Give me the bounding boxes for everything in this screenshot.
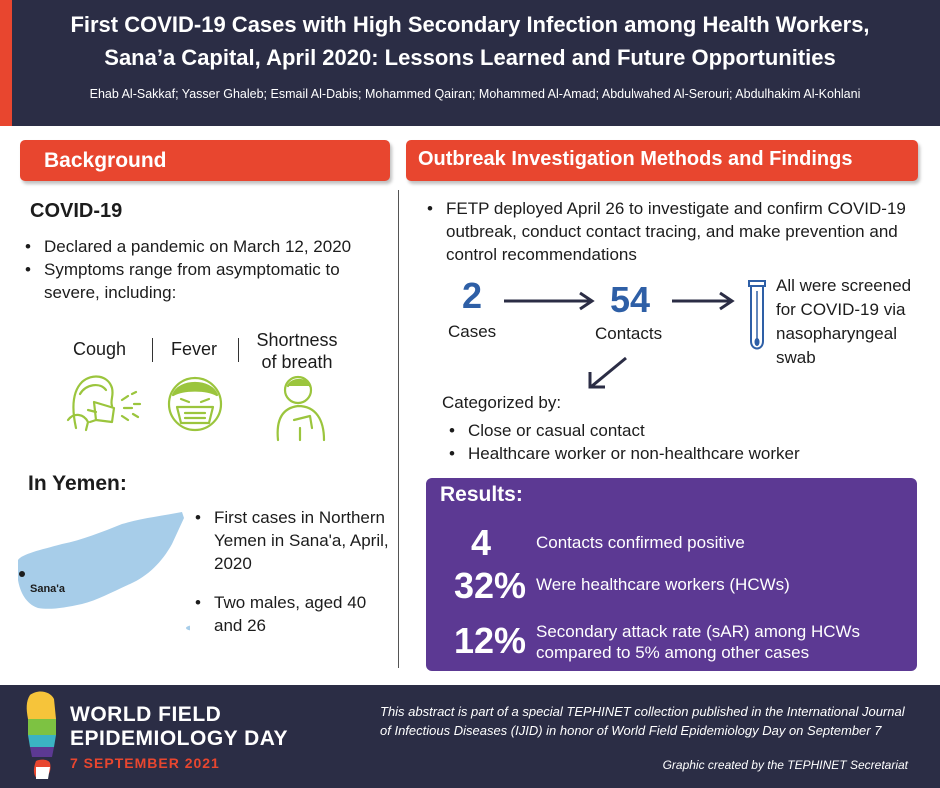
yemen-map	[12, 510, 190, 634]
arrow-right-icon	[502, 291, 596, 311]
symptom-cough-label: Cough	[73, 339, 127, 359]
covid-heading: COVID-19	[30, 200, 123, 222]
authors-line: Ehab Al-Sakkaf; Yasser Ghaleb; Esmail Al-Dabis; Mohammed Qairan; Mohammed Al-Amad; Abdulwahed Al-Serouri; Abdulhakim Al-Kohlani	[89, 87, 861, 101]
result-value-sar: 12%	[453, 620, 527, 661]
background-heading: Background	[20, 140, 390, 181]
title-line-2: Sana’a Capital, April 2020: Lessons Learned and Future Opportunities	[104, 45, 836, 70]
wfed-date: 7 SEPTEMBER 2021	[70, 755, 220, 771]
column-divider	[398, 190, 399, 668]
contacts-label: Contacts	[595, 324, 663, 343]
covid-bullet-symptoms: • Symptoms range from asymptomatic to severe, including:	[22, 258, 392, 304]
wfed-brand-line2: EPIDEMIOLOGY DAY	[70, 727, 289, 750]
category-bullet-list	[446, 419, 906, 465]
shortness-of-breath-icon	[272, 372, 332, 442]
socotra-island	[186, 625, 190, 631]
covid-bullet-list	[22, 235, 392, 304]
categorized-heading: Categorized by:	[442, 393, 562, 412]
yemen-bullet-two-males: • Two males, aged 40 and 26	[192, 591, 397, 637]
wfed-brand	[70, 703, 288, 751]
wfed-footprint-logo	[22, 689, 62, 781]
sanaa-map-label: Sana'a	[30, 583, 66, 595]
screened-note: All were screened for COVID-19 via nasopharyngeal swab	[776, 276, 912, 367]
yemen-heading: In Yemen:	[28, 472, 127, 495]
symptom-fever-label: Fever	[171, 339, 218, 359]
footer-banner	[0, 685, 940, 788]
symptom-separator	[152, 338, 153, 362]
credit-line: Graphic created by the TEPHINET Secretariat	[662, 758, 908, 772]
header-accent-bar	[0, 0, 12, 126]
wfed-brand-line1: WORLD FIELD	[70, 703, 222, 726]
yemen-bullet-list	[192, 506, 397, 653]
results-heading: Results:	[440, 483, 523, 506]
result-text-positive: Contacts confirmed positive	[536, 533, 745, 552]
symptom-breath-line1: Shortness	[256, 330, 338, 350]
outbreak-bullet-list	[424, 197, 914, 266]
category-contact-type: • Close or casual contact	[446, 419, 906, 442]
result-text-hcw: Were healthcare workers (HCWs)	[536, 575, 790, 594]
symptom-breath-label	[252, 329, 342, 373]
arrow-down-left-icon	[586, 356, 630, 390]
category-worker-type: • Healthcare worker or non-healthcare worker	[446, 442, 906, 465]
covid-bullet-pandemic: • Declared a pandemic on March 12, 2020	[22, 235, 392, 258]
page-title	[30, 8, 910, 74]
fever-icon	[163, 371, 227, 435]
cough-icon	[66, 370, 146, 432]
title-line-1: First COVID-19 Cases with High Secondary Infection among Health Workers,	[70, 12, 870, 37]
cases-label: Cases	[448, 322, 497, 341]
symptom-separator	[238, 338, 239, 362]
result-text-sar	[536, 621, 906, 663]
result-value-hcw: 32%	[453, 565, 527, 606]
result-text-sar-line1: Secondary attack rate (sAR) among HCWs	[536, 622, 861, 641]
header-banner	[0, 0, 940, 126]
yemen-bullet-first-cases: • First cases in Northern Yemen in Sana'a, April, 2020	[192, 506, 397, 575]
results-panel	[426, 478, 917, 671]
test-tube-swab-icon	[746, 279, 768, 353]
outbreak-heading: Outbreak Investigation Methods and Findings	[406, 140, 918, 181]
arrow-right-icon	[670, 291, 736, 311]
cases-count: 2	[462, 275, 483, 316]
result-text-sar-line2: compared to 5% among other cases	[536, 643, 810, 662]
sanaa-marker	[19, 571, 25, 577]
symptom-breath-line2: of breath	[261, 352, 333, 372]
result-value-positive: 4	[470, 522, 492, 563]
contacts-count: 54	[610, 279, 651, 320]
collection-note: This abstract is part of a special TEPHINET collection published in the International Journal of Infectious Diseases (IJID) in honor of World Field Epidemiology Day on September 7	[380, 704, 905, 738]
outbreak-bullet-fetp: • FETP deployed April 26 to investigate and confirm COVID-19 outbreak, conduct contact tracing, and make prevention and control recommendations	[424, 197, 914, 266]
